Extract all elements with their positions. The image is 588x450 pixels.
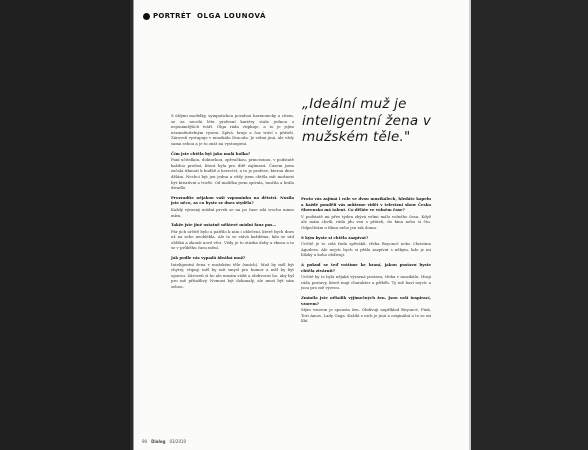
interview-question: Takže jste jiné ostatně některé módní fauz pas…: [171, 222, 277, 228]
magazine-page: [134, 0, 469, 450]
magazine-name: Dialog: [151, 439, 166, 444]
page-edge: [469, 0, 471, 450]
issue-number: 03/2010: [169, 439, 187, 444]
interview-question: Čím jste chtěla být jako malá holka?: [171, 150, 251, 156]
background-right: [470, 0, 588, 450]
interview-question: S kým byste si chtěla zazpívat?: [301, 234, 369, 240]
page-header: [143, 12, 266, 20]
paragraph: S útlými modelky, sympatickou povahou harmonicky a citem, se za necelá léta profesní kariéry stala jednou z nejznámějších tváří. Olga ráda vtipkuje, a to je jejím nezaměnitelným rysem. Zpívá, hraje a čas tráví s přáteli. Zároveň vystupuje v muzikálu Dracula. Je velmi jiná, ale vždy sama sebou a je to znát na vystoupení.: [171, 113, 294, 146]
paragraph: Mým vzorem je spousta žen. Obdivuji například Beyoncé, Pink, Tori Amos, Lady Gaga. Každá z nich je jiná a originální a to se mi líbí.: [301, 307, 431, 324]
paragraph: V podstatě mi přes týden zbývá velmi málo volného času. Když ale mám chvíli, ráda jdu ven s přáteli, do kina nebo si čtu. Odpočívám u filmu nebo jen tak doma.: [301, 213, 431, 230]
article-subject: OLGA LOUNOVÁ: [196, 12, 267, 20]
paragraph: Určitě je to celá řada zpěváků, třeba Beyoncé nebo Christina Aguilera. Ale nejvíc bych si přála zazpívat s někým, kdo je mi blízký a koho obdivuji.: [301, 241, 431, 258]
interview-question: Jak podle vás vypadá ideální muž?: [171, 255, 246, 261]
left-text-column: [171, 113, 294, 294]
paragraph: Inteligentní žena v mužském těle (smích). Muž by měl být chytrý, vtipný, měl by mít smysl pro humor a měl by být oporou. Zároveň si ho ale musím vážit a obdivovat ho, aby byl pro mě přitažlivý. Nemusí být dokonalý, ale musí být sám sebou.: [171, 261, 294, 290]
interview-question: Proto vás zajímá i role ve dvou muzikálech, hledáte kapelu a každé pondělí vás můžeme vidět v televizní show Česko Slovensko má talent. Co děláte ve volném čase?: [301, 196, 431, 213]
section-label: PORTRÉT: [153, 12, 191, 20]
background-left: [0, 0, 130, 450]
page-footer: [142, 439, 186, 444]
interview-question: A pokud se teď vrátíme ke hraní, jakou postavu byste chtěla ztvárnit?: [301, 261, 431, 273]
interview-question: Zmínila jste několik výjimečných žen. Jsou vaší inspirací, vzorem?: [301, 294, 431, 306]
pull-quote: „Ideální muž je inteligentní žena v mužském těle.": [302, 96, 432, 145]
bullet-icon: [143, 13, 150, 20]
paragraph: Paní učitelkou, doktorkou, zpěvačkou, princeznou, v podstatě každou profesí, která byla pro dítě zajímavá. Časem jsem začala tíhnout k hudbě a herectví, a to je profese, kterou dnes dělám. Nechci být jen jedna a vždy jsem chtěla mít možnost být kreativní a tvořit. Od malička jsem zpívala, tančila a hrála divadlo.: [171, 157, 294, 191]
interview-question: Prozradíte nějakou vaši vzpomínku na dětství. Nosila jste něco, za co byste se dnes styděla?: [171, 194, 294, 206]
paragraph: Každý výrazný módní prvek se na po čase zdá trochu mimo mísu.: [171, 206, 294, 218]
right-text-column: [301, 196, 431, 328]
paragraph: Určitě by to byla nějaká výrazná postava, třeba v muzikálu. Hraji ráda postavy, které mají charakter a příběh. Ty mě baví nejvíc a jsou pro mě výzvou.: [301, 274, 431, 291]
page-number: 90: [142, 439, 148, 444]
paragraph: Pár jich určitě bylo a patřilo k nim i oblečení, které bych dnes už na sebe neoblékla. Ale to se stává každému, kdo se rád obléká a zkouší nové věci. Vždy je to otázka doby a vkusu a to se v průběhu času mění.: [171, 228, 294, 251]
